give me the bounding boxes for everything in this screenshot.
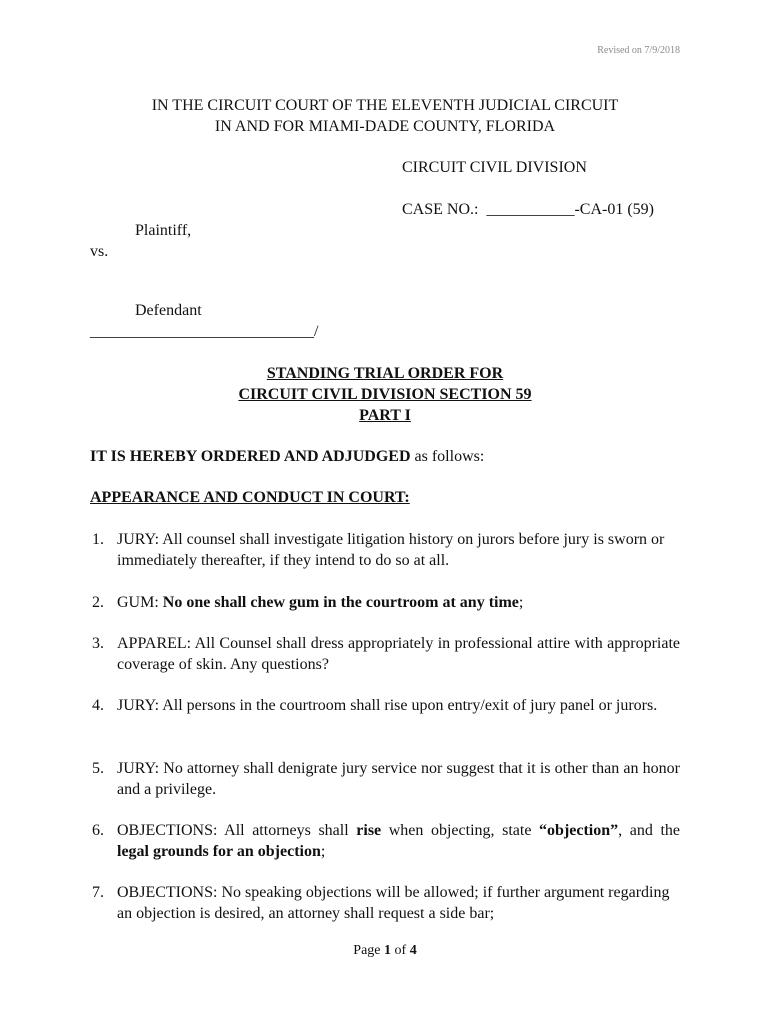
list-item-text: JURY: All counsel shall investigate litigation history on jurors before jury is sworn or immediately thereafter, if they intend to do so at all. — [117, 531, 665, 569]
list-item-text-bold-objection: “objection” — [539, 822, 619, 839]
page-of-label: of — [391, 943, 410, 958]
list-item-text-middle-2: , and the — [618, 822, 680, 839]
list-item — [92, 592, 680, 613]
caption-signature-line: ____________________________/ — [90, 323, 319, 340]
list-item-text-bold-legal-grounds: legal grounds for an objection — [117, 843, 321, 860]
list-item — [92, 695, 680, 716]
list-item-text: JURY: No attorney shall denigrate jury service nor suggest that it is other than an honor and a privilege. — [117, 760, 680, 798]
list-item-text-suffix: ; — [518, 594, 524, 611]
list-item-number: 4. — [92, 697, 104, 714]
list-item-number: 6. — [92, 822, 104, 839]
plaintiff-label: Plaintiff, — [135, 222, 192, 239]
case-number — [402, 199, 654, 220]
list-item — [92, 758, 680, 800]
defendant-label: Defendant — [135, 302, 202, 319]
section-heading: APPEARANCE AND CONDUCT IN COURT: — [90, 489, 410, 506]
page-total: 4 — [409, 943, 417, 958]
case-number-label: CASE NO.: — [402, 201, 479, 218]
list-item-text: JURY: All persons in the courtroom shall rise upon entry/exit of jury panel or jurors. — [117, 697, 658, 714]
court-name-line-2: IN AND FOR MIAMI-DADE COUNTY, FLORIDA — [214, 118, 556, 135]
ordered-statement-rest: as follows: — [410, 448, 485, 465]
list-item-text-middle-1: when objecting, state — [381, 822, 540, 839]
list-item-number: 3. — [92, 635, 104, 652]
list-item-number: 5. — [92, 760, 104, 777]
list-item-text-bold: No one shall chew gum in the courtroom at any time — [162, 594, 519, 611]
list-item-text: APPAREL: All Counsel shall dress appropriately in professional attire with appropriate coverage of skin. Any questions? — [117, 635, 680, 673]
list-item-text — [117, 820, 680, 862]
page-number: 1 — [384, 943, 392, 958]
ordered-statement — [90, 446, 484, 467]
list-item — [92, 633, 680, 675]
list-item-text — [117, 592, 680, 613]
list-item-text: OBJECTIONS: No speaking objections will be allowed; if further argument regarding an objection is desired, an attorney shall request a side bar; — [117, 884, 670, 922]
page-footer — [0, 942, 770, 960]
list-item-number: 2. — [92, 594, 104, 611]
list-item — [92, 529, 680, 571]
case-number-value: ___________-CA-01 (59) — [486, 201, 654, 218]
court-name-line-1: IN THE CIRCUIT COURT OF THE ELEVENTH JUDICIAL CIRCUIT — [151, 97, 619, 114]
revision-date: Revised on 7/9/2018 — [597, 45, 680, 56]
list-item-text-prefix: OBJECTIONS: All attorneys shall — [117, 822, 357, 839]
division-label: CIRCUIT CIVIL DIVISION — [402, 159, 587, 176]
list-item-text-prefix: GUM: — [117, 594, 163, 611]
list-item — [92, 882, 680, 924]
order-title-line-1: STANDING TRIAL ORDER FOR — [266, 365, 504, 382]
order-title-line-3: PART I — [359, 407, 411, 424]
page-label: Page — [353, 943, 385, 958]
list-item-text-bold-rise: rise — [356, 822, 382, 839]
versus-label: vs. — [90, 243, 109, 260]
list-item-number: 1. — [92, 531, 104, 548]
order-title-line-2: CIRCUIT CIVIL DIVISION SECTION 59 — [238, 386, 532, 403]
list-item-text-suffix: ; — [320, 843, 326, 860]
list-item — [92, 820, 680, 862]
ordered-statement-bold: IT IS HEREBY ORDERED AND ADJUDGED — [90, 448, 411, 465]
list-item-number: 7. — [92, 884, 104, 901]
